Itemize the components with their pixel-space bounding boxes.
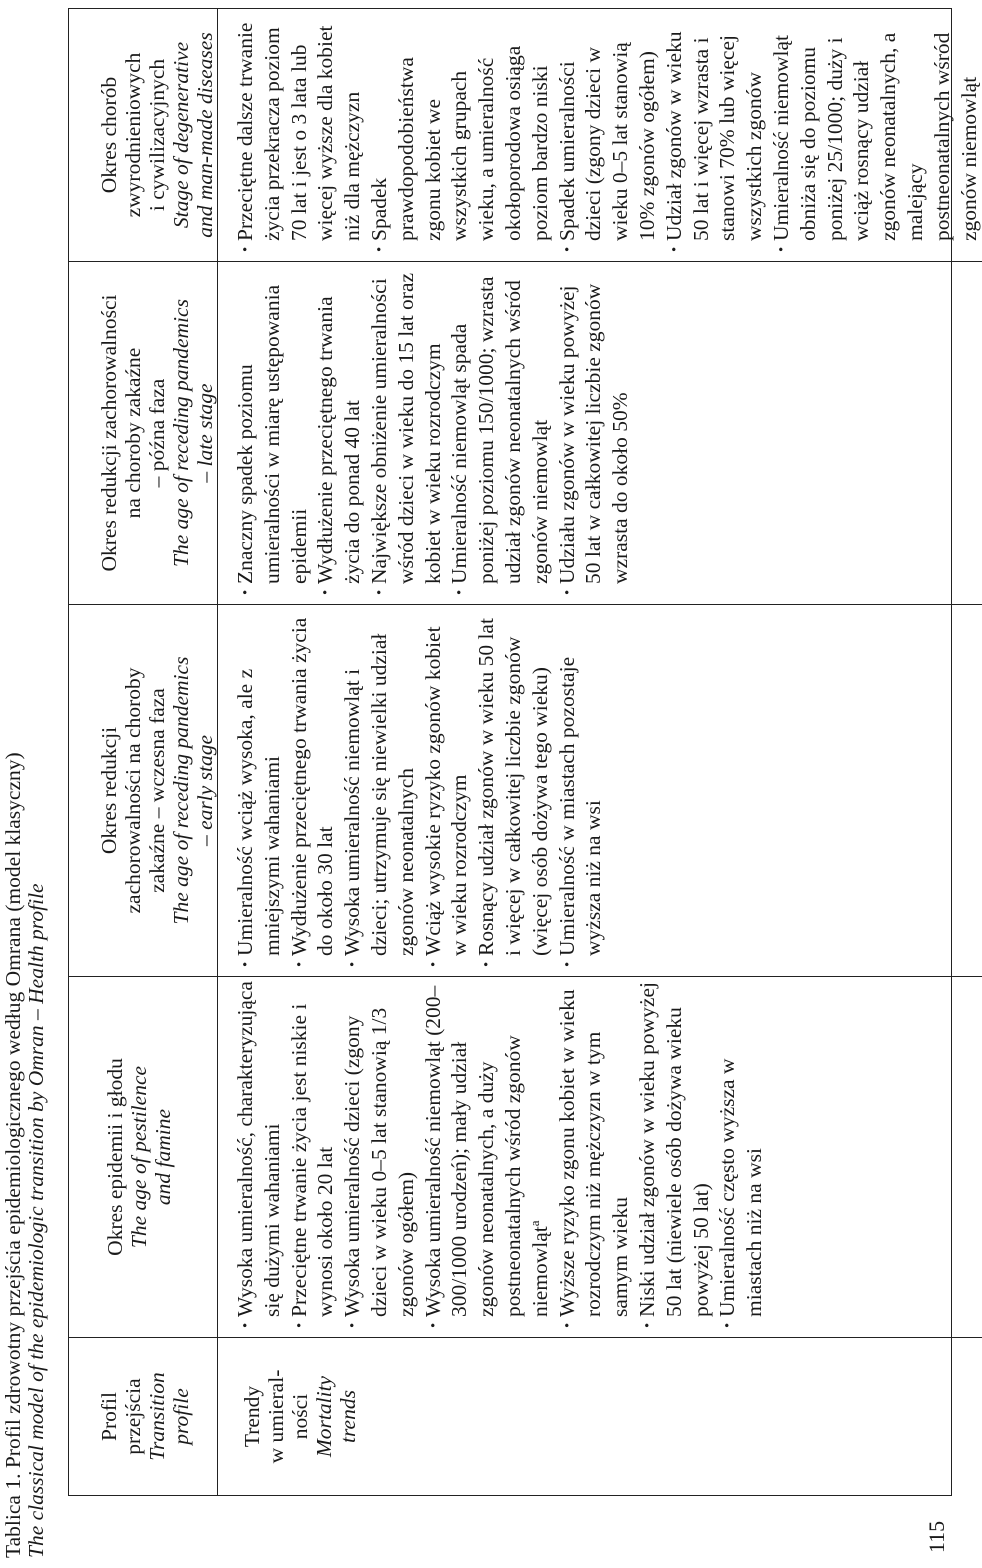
caption-english: The classical model of the epidemiologic transition by Omran – Health profile bbox=[24, 883, 48, 1558]
list-item-text: Spadek prawdopodobieństwa zgonu kobiet we wszystkich grupach wieku, a umieralność okołoporodowa osiąga poziom bardzo niski bbox=[366, 45, 552, 241]
health-profile-table bbox=[68, 8, 981, 1496]
list-item-text: Przeciętne dalsze trwanie życia przekracza poziom 70 lat i jest o 3 lata lub więcej wyższe dla kobiet niż dla mężczyzn bbox=[233, 22, 365, 241]
list-item-text: Wyższe ryzyko zgonu kobiet w wieku rozrodczym niż mężczyzn w tym samym wieku bbox=[554, 989, 633, 1317]
column-late-stage bbox=[218, 261, 982, 604]
list-item-text: Niski udział zgonów w wieku powyżej 50 lat (niewiele osób dożywa wieku powyżej 50 lat) bbox=[634, 982, 713, 1317]
list-item bbox=[554, 266, 634, 596]
row-label-line-en: trends bbox=[336, 1390, 360, 1443]
header-line-en: The age of pestilence bbox=[127, 1065, 151, 1249]
header-transition-profile bbox=[69, 1337, 217, 1495]
list-item-text: Rosnący udział zgonów w wieku 50 lat i więcej w całkowitej liczbie zgonów (więcej osób dożywa tego wieku) bbox=[474, 618, 552, 956]
header-line-en: The age of receding pandemics bbox=[169, 299, 193, 567]
list-item bbox=[366, 13, 554, 253]
list-item bbox=[420, 609, 474, 968]
list-item bbox=[768, 13, 982, 253]
list-item-text: Udziału zgonów w wieku powyżej 50 lat w całkowitej liczbie zgonów wzrasta do około 50% bbox=[554, 283, 633, 584]
header-line-pl: przejścia bbox=[121, 1378, 145, 1455]
list-item bbox=[634, 981, 714, 1329]
list-item bbox=[473, 609, 553, 968]
list-item-text: Wciąż wysokie ryzyko zgonów kobiet w wieku rozrodczym bbox=[420, 626, 472, 956]
list-item-text: Wysoka umieralność niemowląt (200–300/1000 urodzeń); mały udział zgonów neonatalnych, a duży postneonatalnych wśród zgonów niemowląt bbox=[420, 985, 552, 1317]
list-item-text: Spadek umieralności dzieci (zgony dzieci w wieku 0–5 lat stanowią 10% zgonów ogółem) bbox=[554, 42, 659, 241]
header-line-pl: – późna faza bbox=[145, 378, 169, 488]
list-item bbox=[420, 981, 554, 1329]
list-item-text: Przeciętne trwanie życia jest niskie i wynosi około 20 lat bbox=[286, 1003, 338, 1317]
list-item-text: Umieralność w miastach pozostaje wyższa niż na wsi bbox=[554, 656, 606, 956]
list-item-text: Wysoka umieralność niemowląt i dzieci; utrzymuje się niewielki udział zgonów neonatalnych bbox=[340, 633, 418, 956]
header-line-en: Transition bbox=[145, 1372, 169, 1461]
header-line-pl: Okres epidemii i głodu bbox=[103, 1058, 127, 1256]
caption-polish: Tablica 1. Profil zdrowotny przejścia epidemiologicznego według Omrana (model klasyczny) bbox=[1, 752, 25, 1558]
header-line-en: Stage of degenerative bbox=[169, 41, 193, 229]
list-item-text: Umieralność niemowląt spada poniżej poziomu 150/1000; wzrasta udział zgonów neonatalnych wśród zgonów niemowląt bbox=[447, 276, 552, 584]
list-item-text: Umieralność niemowląt obniża się do poziomu poniżej 25/1000; duży i wciąż rosnący udział zgonów neonatalnych, a malejący postneonatalnych wśród zgonów niemowląt bbox=[768, 32, 981, 241]
list-item bbox=[339, 609, 419, 968]
list-item-text: Największe obniżenie umieralności wśród dzieci w wieku do 15 lat oraz kobiet w wieku rozrodczym bbox=[366, 272, 445, 584]
list-item bbox=[232, 13, 366, 253]
header-line-en: and man-made diseases bbox=[193, 32, 217, 238]
footnote-marker: a bbox=[526, 1220, 542, 1227]
list-item bbox=[312, 266, 366, 596]
row-label-line-en: Mortality bbox=[312, 1375, 336, 1458]
list-item-text: Udział zgonów w wieku 50 lat i więcej wzrasta i stanowi 70% lub więcej wszystkich zgonów bbox=[661, 31, 767, 241]
header-line-en: and famine bbox=[151, 1108, 175, 1206]
list-item bbox=[366, 266, 446, 596]
header-line-pl: i cywilizacyjnych bbox=[145, 58, 169, 212]
page-number: 115 bbox=[924, 1520, 949, 1553]
list-item bbox=[232, 266, 312, 596]
list-item-text: Wydłużenie przeciętnego trwania życia do około 30 lat bbox=[286, 617, 338, 956]
list-item bbox=[554, 609, 608, 968]
list-item bbox=[339, 981, 419, 1329]
row-label-line-pl: Trendy bbox=[240, 1385, 264, 1448]
header-pestilence-famine bbox=[69, 976, 217, 1337]
column-pestilence-famine bbox=[218, 976, 982, 1337]
header-line-en: The age of receding pandemics bbox=[169, 656, 193, 925]
list-item bbox=[232, 981, 286, 1329]
header-line-pl: na choroby zakaźne bbox=[121, 347, 145, 519]
row-label-line-pl: w umieral- bbox=[264, 1369, 288, 1464]
header-degenerative-diseases bbox=[69, 9, 217, 261]
table-caption bbox=[2, 68, 48, 1558]
list-item bbox=[554, 13, 661, 253]
list-item-text: Wydłużenie przeciętnego trwania życia do ponad 40 lat bbox=[313, 296, 365, 584]
list-item bbox=[446, 266, 553, 596]
header-line-pl: Profil bbox=[97, 1392, 121, 1441]
header-late-stage bbox=[69, 261, 217, 604]
list-item bbox=[232, 609, 286, 968]
list-item bbox=[286, 981, 340, 1329]
header-line-pl: Okres chorób zwyrodnieniowych bbox=[97, 52, 145, 218]
column-early-stage bbox=[218, 604, 982, 976]
mortality-trends-row bbox=[218, 9, 982, 1495]
list-item bbox=[661, 13, 768, 253]
list-item bbox=[554, 981, 634, 1329]
header-early-stage bbox=[69, 604, 217, 976]
list-item-text: Wysoka umieralność, charakteryzująca się dużymi wahaniami bbox=[233, 981, 284, 1317]
list-item-text: Umieralność wciąż wysoka, ale z mniejszymi wahaniami bbox=[233, 668, 284, 956]
header-line-pl: zakaźne – wczesna faza bbox=[145, 688, 169, 893]
row-label-mortality-trends bbox=[218, 1337, 982, 1495]
list-item-text: Umieralność często wyższa w miastach niż na wsi bbox=[715, 1058, 767, 1317]
table-header-row bbox=[69, 9, 218, 1495]
header-line-pl: Okres redukcji zachorowalności bbox=[97, 294, 121, 572]
header-line-pl: zachorowalności na choroby bbox=[121, 667, 145, 914]
header-line-en: profile bbox=[169, 1388, 193, 1445]
column-degenerative-diseases bbox=[218, 9, 982, 261]
header-line-en: – late stage bbox=[193, 383, 217, 483]
row-label-line-pl: ności bbox=[288, 1393, 312, 1440]
header-line-en: – early stage bbox=[193, 734, 217, 847]
header-line-pl: Okres redukcji bbox=[97, 726, 121, 855]
list-item-text: Znaczny spadek poziomu umieralności w miarę ustępowania epidemii bbox=[233, 284, 311, 584]
list-item bbox=[286, 609, 340, 968]
list-item bbox=[714, 981, 768, 1329]
list-item-text: Wysoka umieralność dzieci (zgony dzieci w wieku 0–5 lat stanowią 1/3 zgonów ogółem) bbox=[340, 1007, 418, 1317]
